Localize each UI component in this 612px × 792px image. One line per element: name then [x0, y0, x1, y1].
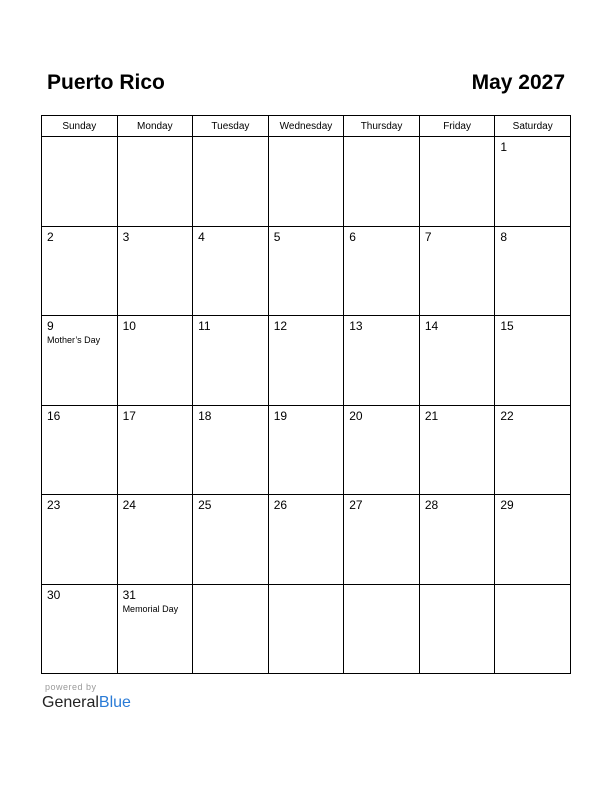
day-cell	[419, 495, 495, 585]
day-cell	[193, 137, 269, 227]
day-cell	[344, 495, 420, 585]
day-number	[344, 137, 419, 140]
day-number: 30	[47, 587, 61, 602]
day-number: 31	[122, 587, 136, 602]
day-number	[193, 585, 268, 588]
day-number	[193, 137, 268, 140]
day-number	[42, 137, 117, 140]
day-cell	[42, 495, 118, 585]
week-row	[42, 584, 571, 674]
day-cell	[117, 495, 193, 585]
day-cell	[344, 316, 420, 406]
day-number: 13	[349, 319, 363, 333]
day-cell	[495, 137, 571, 227]
day-number: 3	[122, 229, 130, 244]
day-number: 15	[500, 319, 514, 333]
day-cell	[344, 405, 420, 495]
day-cell	[268, 584, 344, 674]
weekday-thursday: Thursday	[344, 116, 420, 137]
day-cell	[193, 584, 269, 674]
day-cell	[495, 584, 571, 674]
generalblue-logo	[42, 694, 131, 712]
day-number	[420, 585, 495, 588]
day-cell	[344, 584, 420, 674]
day-cell	[117, 137, 193, 227]
day-number: 8	[500, 229, 508, 244]
day-number: 28	[424, 498, 439, 512]
weekday-friday: Friday	[419, 116, 495, 137]
day-cell	[419, 226, 495, 316]
week-row	[42, 226, 571, 316]
day-cell	[268, 226, 344, 316]
day-cell	[495, 316, 571, 406]
day-number	[420, 137, 495, 140]
day-number	[118, 137, 193, 140]
day-number	[269, 585, 344, 588]
day-cell	[268, 316, 344, 406]
day-cell	[193, 226, 269, 316]
calendar-grid	[41, 115, 571, 674]
month-year-title: May 2027	[471, 71, 565, 94]
holiday-label: Mother’s Day	[47, 335, 101, 345]
day-number	[269, 137, 344, 140]
day-cell	[268, 495, 344, 585]
day-number: 26	[273, 498, 288, 512]
day-cell	[268, 405, 344, 495]
day-number: 16	[47, 408, 61, 423]
day-number: 12	[273, 319, 288, 333]
day-cell	[42, 405, 118, 495]
brand-general-text: General	[42, 694, 99, 711]
day-number: 17	[122, 408, 136, 423]
weekday-wednesday: Wednesday	[268, 116, 344, 137]
day-cell	[344, 226, 420, 316]
day-number: 18	[198, 408, 212, 423]
week-row	[42, 405, 571, 495]
weekday-saturday: Saturday	[495, 116, 571, 137]
day-cell	[495, 405, 571, 495]
day-cell	[419, 584, 495, 674]
day-number: 29	[500, 498, 514, 512]
day-number: 6	[349, 229, 356, 244]
day-cell	[117, 316, 193, 406]
day-number: 19	[273, 408, 288, 423]
day-cell	[42, 226, 118, 316]
week-row	[42, 137, 571, 227]
day-cell	[117, 584, 193, 674]
holiday-label: Memorial Day	[122, 603, 179, 614]
weekday-sunday: Sunday	[42, 116, 118, 137]
powered-by-label: powered by	[45, 682, 97, 692]
day-number: 11	[198, 319, 211, 333]
day-cell	[193, 316, 269, 406]
day-number: 9	[47, 319, 54, 333]
day-number: 21	[424, 408, 439, 423]
weekday-monday: Monday	[117, 116, 193, 137]
day-cell	[42, 137, 118, 227]
day-number: 24	[122, 498, 136, 512]
day-number: 1	[500, 140, 508, 154]
day-number: 2	[47, 229, 54, 244]
day-number: 14	[424, 319, 439, 333]
day-cell	[193, 495, 269, 585]
day-number: 23	[47, 498, 61, 512]
day-number: 22	[500, 408, 514, 423]
day-cell	[344, 137, 420, 227]
day-number: 7	[424, 229, 432, 244]
weekday-header-row	[42, 116, 571, 137]
day-cell	[419, 405, 495, 495]
day-number: 4	[198, 229, 205, 244]
day-cell	[419, 137, 495, 227]
day-cell	[193, 405, 269, 495]
day-cell	[117, 405, 193, 495]
day-number: 10	[122, 319, 136, 333]
day-number	[344, 585, 419, 588]
day-cell	[419, 316, 495, 406]
day-number: 27	[349, 498, 363, 512]
country-title: Puerto Rico	[47, 71, 165, 94]
day-cell	[268, 137, 344, 227]
day-cell	[117, 226, 193, 316]
week-row	[42, 495, 571, 585]
day-cell	[495, 495, 571, 585]
day-cell	[495, 226, 571, 316]
day-cell	[42, 316, 118, 406]
day-number: 5	[273, 229, 281, 244]
day-number: 20	[349, 408, 363, 423]
weekday-tuesday: Tuesday	[193, 116, 269, 137]
day-cell	[42, 584, 118, 674]
week-row	[42, 316, 571, 406]
brand-blue-text: Blue	[98, 694, 131, 711]
day-number: 25	[198, 498, 212, 512]
day-number	[495, 585, 570, 588]
